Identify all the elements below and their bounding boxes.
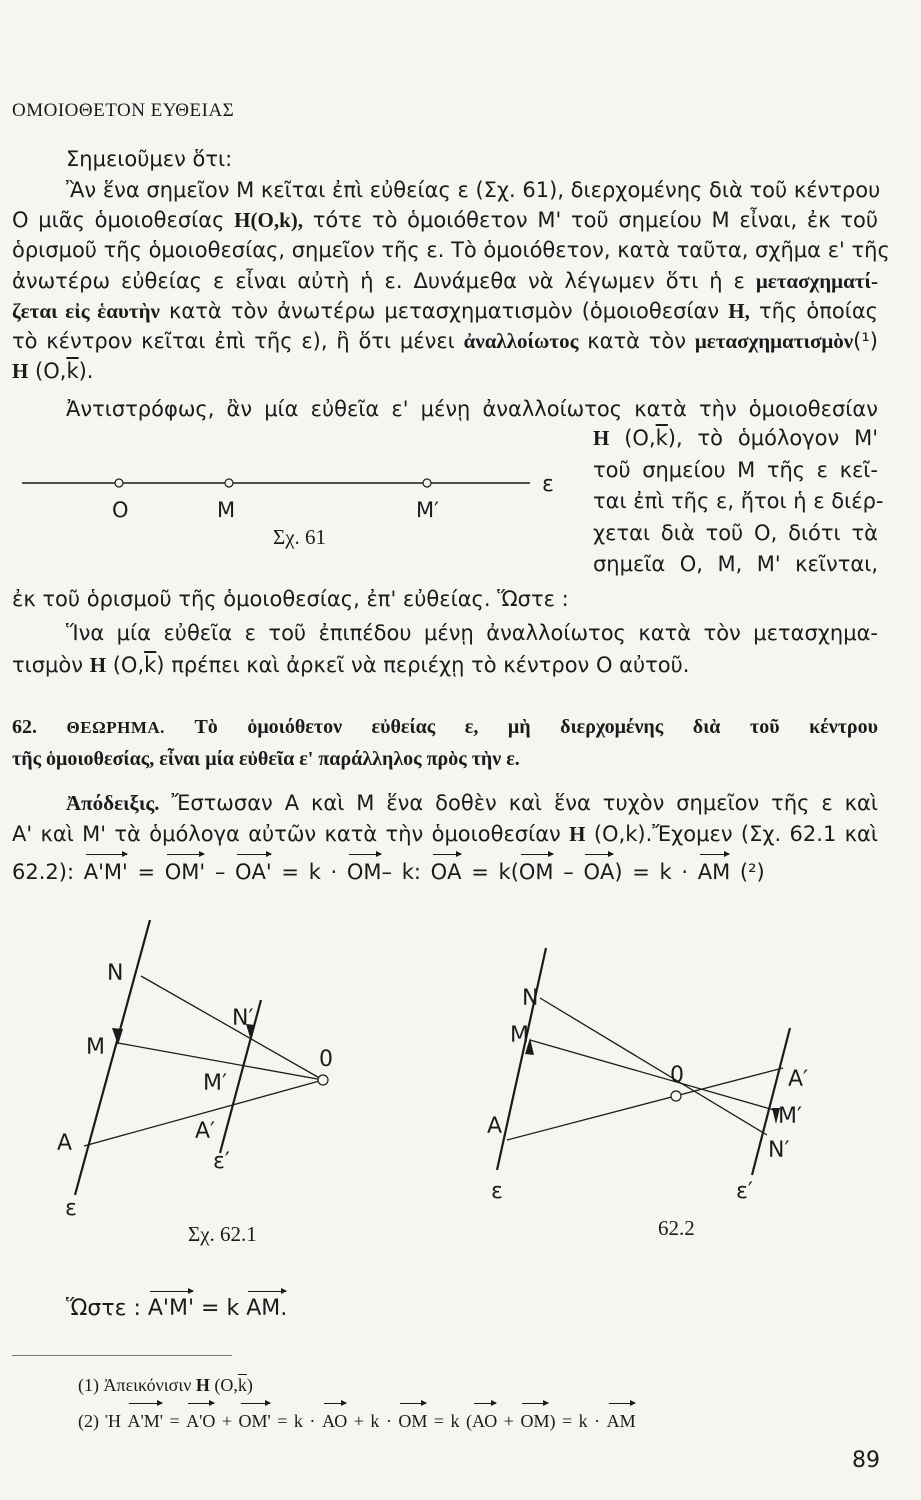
label-mp: Μ′ xyxy=(778,1104,802,1129)
point-o xyxy=(318,1075,328,1085)
paragraph-line: Η $(O,\overline{k})$. xyxy=(12,359,94,383)
paragraph-line: Η $(O,\overline{k})$, τὸ ὁμόλογον Μ' xyxy=(593,426,878,450)
footnote-2: (2) Ἡ Α'Μ' = Α'Ο + ΟΜ' = k · ΑΟ + k · ΟΜ = k (ΑΟ + ΟΜ) = k · ΑΜ xyxy=(78,1408,636,1434)
paragraph-line: χεται διὰ τοῦ Ο, διότι τὰ xyxy=(593,521,878,545)
figure-62-1 xyxy=(0,900,420,1230)
label-ep: ε′ xyxy=(736,1179,753,1204)
conclusion-line: Ἵνα μία εὐθεῖα ε τοῦ ἐπιπέδου μένῃ ἀναλλοίωτος κατὰ τὸν μετασχημα- xyxy=(66,621,878,645)
proof-equation: 62.2): Α'Μ' = ΟΜ' – ΟΑ' = k · ΟΜ– k: ΟΑ = k(ΟΜ – ΟΑ) = k · ΑΜ (²) xyxy=(12,860,765,884)
page-number: 89 xyxy=(852,1448,880,1473)
label-o: 0 xyxy=(319,1047,333,1072)
label-np: Ν′ xyxy=(768,1138,790,1163)
label-o: 0 xyxy=(670,1063,684,1088)
point-o xyxy=(671,1091,681,1101)
footnote-rule xyxy=(12,1355,232,1356)
figure-62-1-caption: Σχ. 62.1 xyxy=(188,1222,257,1246)
paragraph-line: ὁρισμοῦ τῆς ὁμοιοθεσίας, σημεῖον τῆς ε. Τὸ ὁμοιόθετον, κατὰ ταῦτα, σχῆμα ε' τῆς xyxy=(12,238,890,262)
paragraph-line: Ο μιᾶς ὁμοιοθεσίας Η(Ο,k), τότε τὸ ὁμοιόθετον Μ' τοῦ σημείου Μ εἶναι, ἐκ τοῦ xyxy=(12,208,878,232)
label-ap: Α′ xyxy=(195,1119,216,1144)
conclusion-line: τισμὸν Η $(O,\overline{k})$ πρέπει καὶ ἀρκεῖ νὰ περιέχῃ τὸ κέντρον Ο αὐτοῦ. xyxy=(12,653,690,677)
label-o: Ο xyxy=(112,498,129,522)
paragraph-line: τὸ κέντρον κεῖται ἐπὶ τῆς ε), ἢ ὅτι μένει ἀναλλοίωτος κατὰ τὸν μετασχηματισμὸν(¹) xyxy=(12,329,878,353)
paragraph-line: ἀνωτέρω εὐθείας ε εἶναι αὐτὴ ἡ ε. Δυνάμεθα νὰ λέγωμεν ὅτι ἡ ε μετασχηματί- xyxy=(12,269,878,293)
paragraph-line: ἐκ τοῦ ὁρισμοῦ τῆς ὁμοιοθεσίας, ἐπ' εὐθείας. Ὥστε : xyxy=(12,587,569,611)
theorem-line: τῆς ὁμοιοθεσίας, εἶναι μία εὐθεῖα ε' παράλληλος πρὸς τὴν ε. xyxy=(12,748,520,770)
paragraph-line: τοῦ σημείου Μ τῆς ε κεῖ- xyxy=(593,458,878,482)
label-ap: Α′ xyxy=(788,1067,809,1092)
label-m: Μ xyxy=(217,498,236,522)
label-m: Μ xyxy=(86,1035,105,1060)
label-e: ε xyxy=(491,1179,503,1204)
final-equation: Ὥστε : Α'Μ' = k ΑΜ. xyxy=(66,1296,288,1321)
paragraph-line: σημεῖα Ο, Μ, Μ' κεῖνται, xyxy=(593,552,878,576)
label-e: ε xyxy=(65,1196,77,1221)
proof-line: Α' καὶ Μ' τὰ ὁμόλογα αὐτῶν κατὰ τὴν ὁμοιοθεσίαν Η (Ο,k).Ἔχομεν (Σχ. 62.1 καὶ xyxy=(12,822,878,846)
arrow-e xyxy=(112,1028,123,1045)
label-n: Ν xyxy=(107,961,124,986)
label-np: Ν′ xyxy=(232,1006,254,1031)
figure-62-2 xyxy=(440,940,860,1210)
paragraph-line: Ἂν ἕνα σημεῖον Μ κεῖται ἐπὶ εὐθείας ε (Σχ. 61), διερχομένης διὰ τοῦ κέντρου xyxy=(66,178,881,202)
proof-line: Ἀπόδειξις. Ἔστωσαν Α καὶ Μ ἕνα δοθὲν καὶ ἕνα τυχὸν σημεῖον τῆς ε καὶ xyxy=(66,791,878,815)
footnote-1: (1) Ἀπεικόνισιν Η $(O,\overline{k})$ xyxy=(78,1375,253,1395)
point-mp xyxy=(423,479,431,487)
figure-62-2-caption: 62.2 xyxy=(658,1216,695,1240)
point-m xyxy=(225,479,233,487)
paragraph-line: Ἀντιστρόφως, ἂν μία εὐθεῖα ε' μένῃ ἀναλλοίωτος κατὰ τὴν ὁμοιοθεσίαν xyxy=(66,397,878,421)
theorem-line: 62. ΘΕΩΡΗΜΑ. Τὸ ὁμοιόθετον εὐθείας ε, μὴ διερχομένης διὰ τοῦ κέντρου xyxy=(12,716,879,738)
ray-a-ap xyxy=(507,1068,783,1140)
point-o xyxy=(115,479,123,487)
label-a: Α xyxy=(487,1114,503,1139)
label-ep: ε′ xyxy=(213,1149,230,1174)
paragraph-line: ζεται εἰς ἑαυτὴν κατὰ τὸν ἀνωτέρω μετασχηματισμὸν (ὁμοιοθεσίαν Η, τῆς ὁποίας xyxy=(12,299,878,323)
label-a: Α xyxy=(57,1131,73,1156)
label-n: Ν xyxy=(522,986,539,1011)
label-m: Μ xyxy=(510,1023,529,1048)
paragraph-lead: Σημειοῦμεν ὅτι: xyxy=(66,147,233,171)
label-mp: Μ′ xyxy=(416,498,439,522)
ray-n-np xyxy=(540,998,767,1135)
label-e: ε xyxy=(542,472,554,497)
section-title: ΟΜΟΙΟΘΕΤΟΝ ΕΥΘΕΙΑΣ xyxy=(12,100,235,121)
figure-61-caption: Σχ. 61 xyxy=(273,525,327,549)
ray-m-mp xyxy=(530,1040,774,1110)
paragraph-line: ται ἐπὶ τῆς ε, ἤτοι ἡ ε διέρ- xyxy=(593,489,884,513)
label-mp: Μ′ xyxy=(203,1071,227,1096)
